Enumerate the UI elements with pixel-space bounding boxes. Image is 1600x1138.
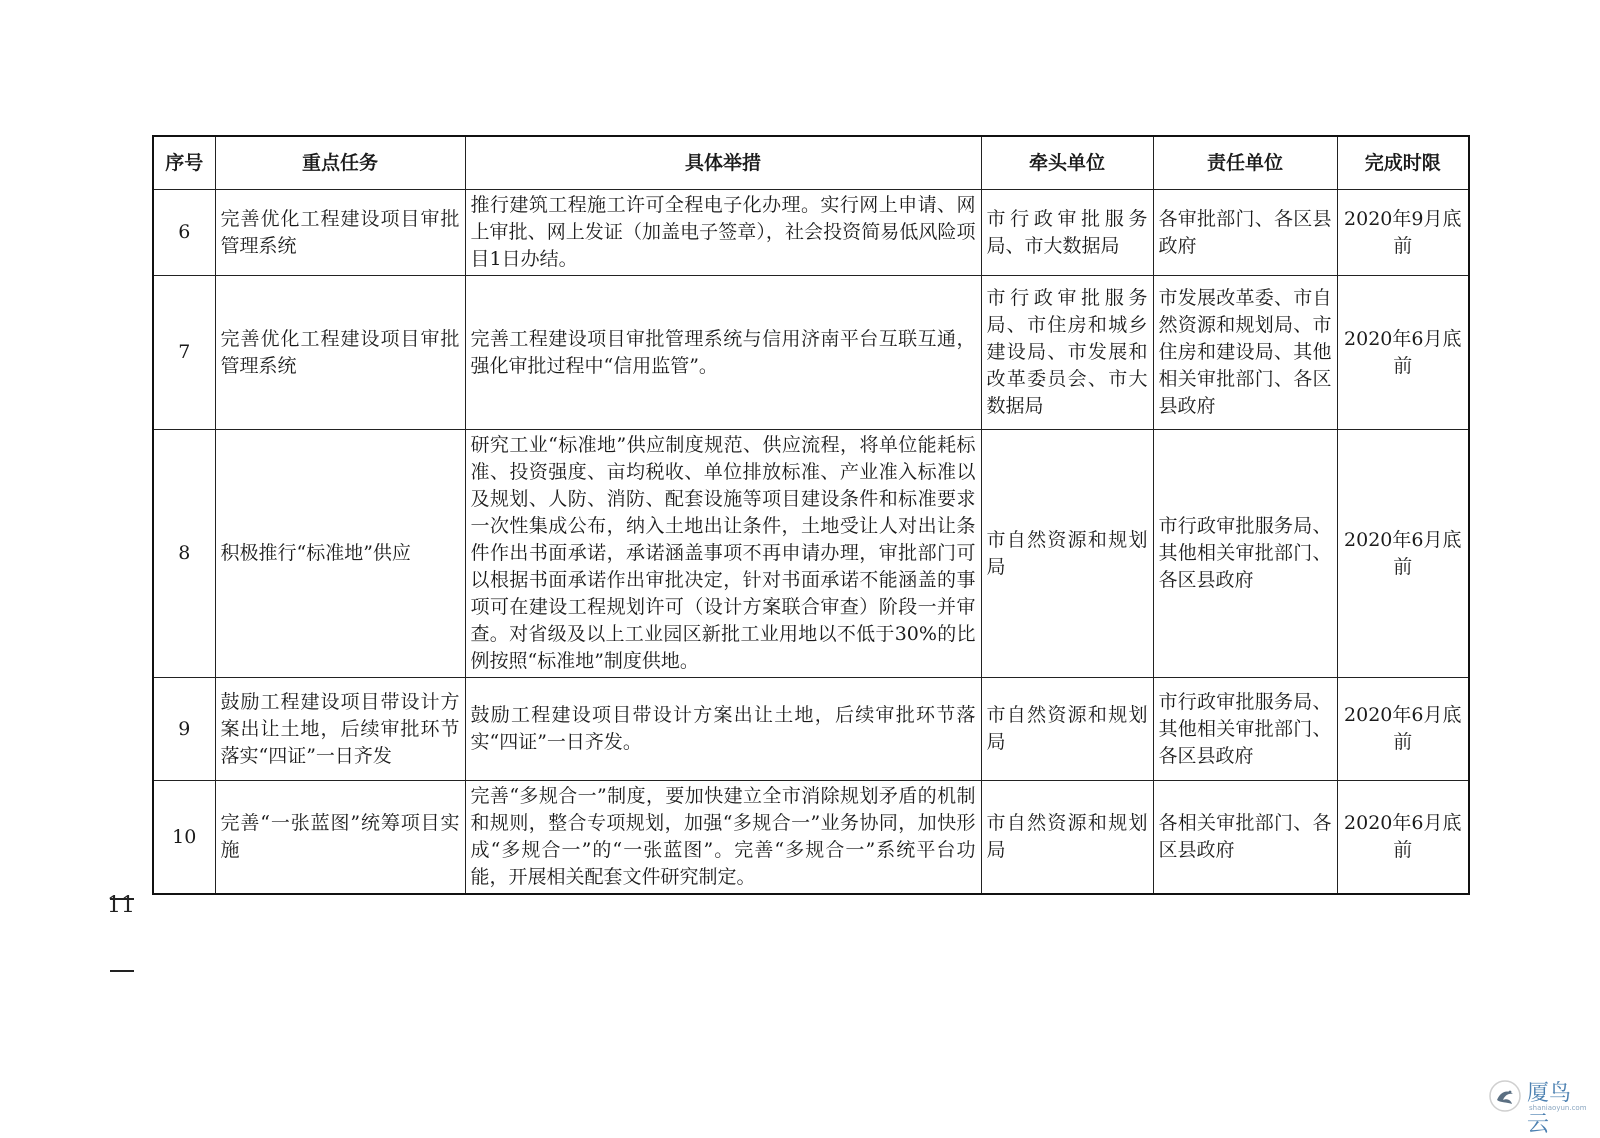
watermark-url: shaniaoyun.com [1529,1104,1587,1112]
header-no: 序号 [153,136,215,190]
table-row [153,430,1469,678]
row-number: 6 [153,190,215,276]
deadline: 2020年6月底前 [1337,678,1469,781]
key-task: 完善“一张蓝图”统筹项目实施 [215,781,465,895]
page-number-dash-bottom [110,970,134,972]
key-task: 完善优化工程建设项目审批管理系统 [215,276,465,430]
header-lead-unit: 牵头单位 [981,136,1153,190]
specific-measure: 研究工业“标准地”供应制度规范、供应流程，将单位能耗标准、投资强度、亩均税收、单位排放标准、产业准入标准以及规划、人防、消防、配套设施等项目建设条件和标准要求一次性集成公布，纳入土地出让条件，土地受让人对出让条件作出书面承诺，承诺涵盖事项不再申请办理，审批部门可以根据书面承诺作出审批决定，针对书面承诺不能涵盖的事项可在建设工程规划许可（设计方案联合审查）阶段一并审查。对省级及以上工业园区新批工业用地以不低于30%的比例按照“标准地”制度供地。 [465,430,981,678]
table-row [153,678,1469,781]
key-task: 鼓励工程建设项目带设计方案出让土地，后续审批环节落实“四证”一日齐发 [215,678,465,781]
task-table [152,135,1470,895]
key-task: 积极推行“标准地”供应 [215,430,465,678]
row-number: 8 [153,430,215,678]
table-row [153,190,1469,276]
deadline: 2020年6月底前 [1337,276,1469,430]
row-number: 9 [153,678,215,781]
header-deadline: 完成时限 [1337,136,1469,190]
deadline: 2020年6月底前 [1337,781,1469,895]
watermark-text: 厦鸟云 [1527,1081,1572,1137]
deadline: 2020年9月底前 [1337,190,1469,276]
specific-measure: 完善“多规合一”制度，要加快建立全市消除规划矛盾的机制和规则，整合专项规划，加强“多规合一”业务协同，加快形成“多规合一”的“一张蓝图”。完善“多规合一”系统平台功能，开展相关配套文件研究制定。 [465,781,981,895]
responsible-unit: 市发展改革委、市自然资源和规划局、市住房和建设局、其他相关审批部门、各区县政府 [1153,276,1337,430]
bird-logo-icon [1487,1078,1523,1114]
responsible-unit: 市行政审批服务局、其他相关审批部门、各区县政府 [1153,678,1337,781]
specific-measure: 推行建筑工程施工许可全程电子化办理。实行网上申请、网上审批、网上发证（加盖电子签章），社会投资简易低风险项目1日办结。 [465,190,981,276]
watermark [1487,1072,1587,1137]
lead-unit: 市自然资源和规划局 [981,781,1153,895]
lead-unit: 市自然资源和规划局 [981,430,1153,678]
lead-unit: 市自然资源和规划局 [981,678,1153,781]
lead-unit: 市行政审批服务局、市住房和城乡建设局、市发展和改革委员会、市大数据局 [981,276,1153,430]
responsible-unit: 各相关审批部门、各区县政府 [1153,781,1337,895]
page-number: 11 [107,893,135,918]
header-responsible-unit: 责任单位 [1153,136,1337,190]
deadline: 2020年6月底前 [1337,430,1469,678]
row-number: 10 [153,781,215,895]
lead-unit: 市行政审批服务局、市大数据局 [981,190,1153,276]
header-task: 重点任务 [215,136,465,190]
responsible-unit: 市行政审批服务局、其他相关审批部门、各区县政府 [1153,430,1337,678]
table-row [153,276,1469,430]
specific-measure: 完善工程建设项目审批管理系统与信用济南平台互联互通，强化审批过程中“信用监管”。 [465,276,981,430]
responsible-unit: 各审批部门、各区县政府 [1153,190,1337,276]
table-row [153,781,1469,895]
key-task: 完善优化工程建设项目审批管理系统 [215,190,465,276]
header-row [153,136,1469,190]
row-number: 7 [153,276,215,430]
specific-measure: 鼓励工程建设项目带设计方案出让土地，后续审批环节落实“四证”一日齐发。 [465,678,981,781]
header-measure: 具体举措 [465,136,981,190]
